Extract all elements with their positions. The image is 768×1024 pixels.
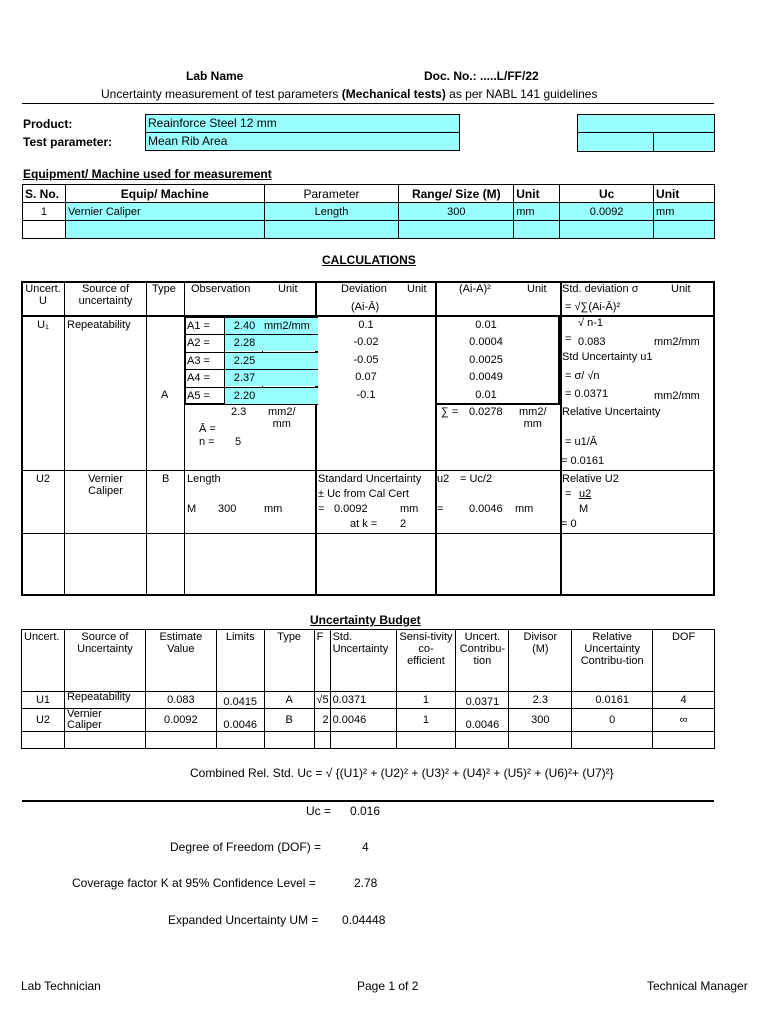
budget-head-relative: Relative Uncertainty Contribu-tion bbox=[572, 630, 653, 692]
budget-head-std-unc: Std. Uncertainty bbox=[330, 630, 396, 692]
u1-type: A bbox=[161, 389, 169, 401]
budget-cell-uncert: U2 bbox=[22, 709, 65, 732]
budget-cell-f: √5 bbox=[314, 692, 330, 709]
uc-label: Uc = bbox=[306, 804, 332, 818]
deviation-3: -0.05 bbox=[353, 354, 379, 366]
budget-cell-relative: 0.0161 bbox=[572, 692, 653, 709]
budget-cell-contribution: 0.0371 bbox=[456, 692, 509, 709]
u2-m-label: M bbox=[187, 503, 197, 515]
obs-unit-1[interactable]: mm2/mm bbox=[263, 318, 318, 334]
u2-uc-eq: = bbox=[318, 503, 325, 515]
calc-head-std-unit: Unit bbox=[671, 283, 691, 295]
mean-unit: mm2/ mm bbox=[268, 406, 296, 431]
calc-head-unit: Unit bbox=[278, 283, 298, 295]
calculations-title: CALCULATIONS bbox=[322, 253, 416, 267]
calc-head-dev-sub: (Ai-Ā) bbox=[351, 301, 380, 313]
budget-cell-f: 2 bbox=[314, 709, 330, 732]
calc-head-sq-unit: Unit bbox=[527, 283, 547, 295]
obs-name-4: A4 = bbox=[187, 372, 210, 384]
u2-formula: = Uc/2 bbox=[460, 473, 493, 485]
budget-cell-limits: 0.0415 bbox=[216, 692, 264, 709]
dof-value: 4 bbox=[362, 840, 369, 854]
u2-m-unit: mm bbox=[264, 503, 283, 515]
u2-eq: u2 bbox=[437, 473, 450, 485]
equipment-row bbox=[23, 203, 715, 221]
u2-uc-from: ± Uc from Cal Cert bbox=[318, 488, 409, 500]
budget-head-limits: Limits bbox=[216, 630, 264, 692]
col-unit2: Unit bbox=[654, 185, 715, 203]
equip-range[interactable]: 300 bbox=[399, 203, 514, 221]
calc-head-sq: (Ai-A)² bbox=[459, 283, 491, 295]
n-value: 5 bbox=[235, 436, 242, 448]
sum-value: 0.0278 bbox=[469, 406, 503, 418]
rel-unc-formula: = u1/Ā bbox=[565, 436, 598, 448]
square-5: 0.01 bbox=[475, 389, 497, 401]
doc-number: Doc. No.: .....L/FF/22 bbox=[424, 69, 539, 83]
footer-technical-manager: Technical Manager bbox=[647, 979, 748, 993]
rel-unc-value: = 0.0161 bbox=[561, 455, 605, 467]
blank-field-1[interactable] bbox=[577, 114, 715, 133]
u2-obs-label: Length bbox=[187, 473, 221, 485]
u2-rel-value: = 0 bbox=[561, 518, 577, 530]
k-label: Coverage factor K at 95% Confidence Level = bbox=[72, 876, 316, 890]
sum-label: ∑ = bbox=[441, 406, 459, 418]
col-equip: Equip/ Machine bbox=[65, 185, 264, 203]
u2-value: 0.0046 bbox=[469, 503, 503, 515]
budget-cell-limits: 0.0046 bbox=[216, 709, 264, 732]
calc-head-type: Type bbox=[152, 283, 176, 295]
square-3: 0.0025 bbox=[469, 354, 503, 366]
calc-head-deviation: Deviation bbox=[341, 283, 387, 295]
obs-value-4[interactable]: 2.37 bbox=[225, 370, 263, 386]
equip-uc[interactable]: 0.0092 bbox=[560, 203, 654, 221]
test-parameter-label: Test parameter: bbox=[23, 135, 113, 149]
budget-cell-sensitivity: 1 bbox=[396, 709, 456, 732]
equip-sno: 1 bbox=[23, 203, 66, 221]
u2-label: U2 bbox=[35, 473, 51, 485]
u1-source: Repeatability bbox=[67, 319, 131, 331]
square-4: 0.0049 bbox=[469, 371, 503, 383]
k-value: 2.78 bbox=[354, 876, 378, 890]
budget-cell-divisor: 2.3 bbox=[509, 692, 572, 709]
calc-head-dev-unit: Unit bbox=[407, 283, 427, 295]
std-unc-label: Std Uncertainty u1 bbox=[562, 351, 653, 363]
budget-cell-source: Repeatability bbox=[64, 692, 145, 709]
product-field[interactable]: Reainforce Steel 12 mm bbox=[145, 114, 460, 133]
blank-field-3[interactable] bbox=[653, 132, 715, 152]
u1-label: U₁ bbox=[37, 319, 49, 331]
equipment-blank-row bbox=[23, 221, 715, 239]
obs-unit-5[interactable] bbox=[263, 388, 318, 404]
u2-rel-den: M bbox=[579, 503, 589, 515]
square-1: 0.01 bbox=[475, 319, 497, 331]
um-value: 0.04448 bbox=[342, 913, 386, 927]
equip-name[interactable]: Vernier Caliper bbox=[65, 203, 264, 221]
budget-head-source: Source of Uncertainty bbox=[64, 630, 145, 692]
u2-m-value: 300 bbox=[218, 503, 237, 515]
budget-title: Uncertainty Budget bbox=[310, 613, 421, 627]
budget-table bbox=[21, 629, 715, 749]
equip-parameter[interactable]: Length bbox=[264, 203, 399, 221]
deviation-2: -0.02 bbox=[353, 336, 379, 348]
u2-eq2: = bbox=[437, 503, 444, 515]
calc-head-observation: Observation bbox=[191, 283, 251, 295]
obs-unit-2[interactable] bbox=[263, 335, 318, 351]
std-value: 0.083 bbox=[578, 336, 606, 348]
budget-head-uncert: Uncert. bbox=[22, 630, 65, 692]
footer-lab-technician: Lab Technician bbox=[21, 979, 101, 993]
square-2: 0.0004 bbox=[469, 336, 503, 348]
budget-cell-source: Vernier Caliper bbox=[64, 709, 145, 732]
header-rule bbox=[22, 103, 714, 104]
budget-head-type: Type bbox=[264, 630, 314, 692]
u2-uc-value: 0.0092 bbox=[334, 503, 368, 515]
std-formula-den: √ n-1 bbox=[578, 317, 603, 329]
mean-label: Ā = bbox=[199, 423, 216, 435]
calc-head-source: Source of uncertainty bbox=[78, 283, 133, 308]
budget-cell-std-unc: 0.0371 bbox=[330, 692, 396, 709]
uc-value: 0.016 bbox=[350, 804, 381, 818]
obs-value-2[interactable]: 2.28 bbox=[225, 335, 263, 351]
obs-value-5[interactable]: 2.20 bbox=[225, 388, 263, 404]
std-unc-value: = 0.0371 bbox=[565, 388, 609, 400]
equipment-header-row bbox=[23, 185, 715, 203]
product-label: Product: bbox=[23, 117, 73, 131]
calc-head-uncert: Uncert. U bbox=[25, 283, 61, 308]
u2-rel-num: u2 bbox=[579, 488, 592, 500]
obs-value-3[interactable]: 2.25 bbox=[225, 353, 263, 369]
budget-cell-divisor: 300 bbox=[509, 709, 572, 732]
budget-cell-estimate: 0.083 bbox=[145, 692, 216, 709]
u2-k-value: 2 bbox=[400, 518, 407, 530]
obs-unit-3[interactable] bbox=[263, 353, 318, 369]
budget-header-row bbox=[22, 630, 715, 692]
equip-unit[interactable]: mm bbox=[514, 203, 560, 221]
combined-formula: Combined Rel. Std. Uc = √ {(U1)² + (U2)² + (U3)² + (U4)² + (U5)² + (U6)²+ (U7)²} bbox=[190, 766, 614, 780]
page-subtitle: Uncertainty measurement of test parameters (Mechanical tests) as per NABL 141 guidelines bbox=[101, 87, 598, 101]
std-eq: = bbox=[565, 333, 572, 345]
budget-head-dof: DOF bbox=[653, 630, 715, 692]
footer-page-number: Page 1 of 2 bbox=[357, 979, 419, 993]
u2-rel-label: Relative U2 bbox=[562, 473, 619, 485]
budget-head-sensitivity: Sensi-tivity co- efficient bbox=[396, 630, 456, 692]
obs-value-1[interactable]: 2.40 bbox=[225, 318, 263, 334]
std-formula: = √∑(Ai-Ā)² bbox=[565, 301, 621, 313]
obs-name-2: A2 = bbox=[187, 337, 210, 349]
std-value-unit: mm2/mm bbox=[654, 336, 700, 348]
budget-head-estimate: Estimate Value bbox=[145, 630, 216, 692]
col-parameter: Parameter bbox=[264, 185, 399, 203]
obs-name-5: A5 = bbox=[187, 390, 210, 402]
budget-cell-sensitivity: 1 bbox=[396, 692, 456, 709]
budget-cell-dof: ∞ bbox=[653, 709, 715, 732]
budget-cell-type: A bbox=[264, 692, 314, 709]
obs-unit-4[interactable] bbox=[263, 370, 318, 386]
budget-head-divisor: Divisor (M) bbox=[509, 630, 572, 692]
sum-unit: mm2/ mm bbox=[519, 406, 547, 431]
budget-cell-contribution: 0.0046 bbox=[456, 709, 509, 732]
std-unc-formula: = σ/ √n bbox=[565, 370, 600, 382]
mean-value: 2.3 bbox=[231, 406, 247, 418]
std-unc-unit: mm2/mm bbox=[654, 390, 700, 402]
dof-label: Degree of Freedom (DOF) = bbox=[170, 840, 322, 854]
col-range: Range/ Size (M) bbox=[399, 185, 514, 203]
col-sno: S. No. bbox=[23, 185, 66, 203]
budget-row bbox=[22, 709, 715, 732]
budget-cell-relative: 0 bbox=[572, 709, 653, 732]
obs-name-1: A1 = bbox=[187, 320, 210, 332]
budget-blank-row bbox=[22, 732, 715, 749]
combined-rule bbox=[22, 800, 714, 802]
budget-cell-type: B bbox=[264, 709, 314, 732]
budget-cell-dof: 4 bbox=[653, 692, 715, 709]
u2-rel-eq: = bbox=[565, 488, 572, 500]
lab-name: Lab Name bbox=[186, 69, 244, 83]
u2-unit: mm bbox=[515, 503, 534, 515]
budget-head-contribution: Uncert. Contribu- tion bbox=[456, 630, 509, 692]
equipment-table bbox=[22, 184, 715, 239]
u2-source: Vernier Caliper bbox=[88, 473, 123, 498]
deviation-1: 0.1 bbox=[358, 319, 374, 331]
um-label: Expanded Uncertainty UM = bbox=[168, 913, 319, 927]
equipment-title: Equipment/ Machine used for measurement bbox=[23, 167, 272, 181]
test-parameter-field[interactable]: Mean Rib Area bbox=[145, 132, 460, 151]
col-uc: Uc bbox=[560, 185, 654, 203]
blank-field-2[interactable] bbox=[577, 132, 654, 152]
calc-head-std: Std. deviation σ bbox=[562, 283, 639, 295]
budget-row bbox=[22, 692, 715, 709]
deviation-4: 0.07 bbox=[355, 371, 377, 383]
u2-k-label: at k = bbox=[350, 518, 378, 530]
budget-head-f: F bbox=[314, 630, 330, 692]
budget-cell-uncert: U1 bbox=[22, 692, 65, 709]
obs-name-3: A3 = bbox=[187, 355, 210, 367]
n-label: n = bbox=[199, 436, 215, 448]
rel-unc-label: Relative Uncertainty bbox=[562, 406, 661, 418]
budget-cell-estimate: 0.0092 bbox=[145, 709, 216, 732]
col-unit: Unit bbox=[514, 185, 560, 203]
budget-cell-std-unc: 0.0046 bbox=[330, 709, 396, 732]
u2-std-unc-text: Standard Uncertainty bbox=[318, 473, 422, 485]
u2-uc-unit: mm bbox=[400, 503, 419, 515]
equip-unit2[interactable]: mm bbox=[654, 203, 715, 221]
deviation-5: -0.1 bbox=[356, 389, 376, 401]
u2-type: B bbox=[162, 473, 170, 485]
